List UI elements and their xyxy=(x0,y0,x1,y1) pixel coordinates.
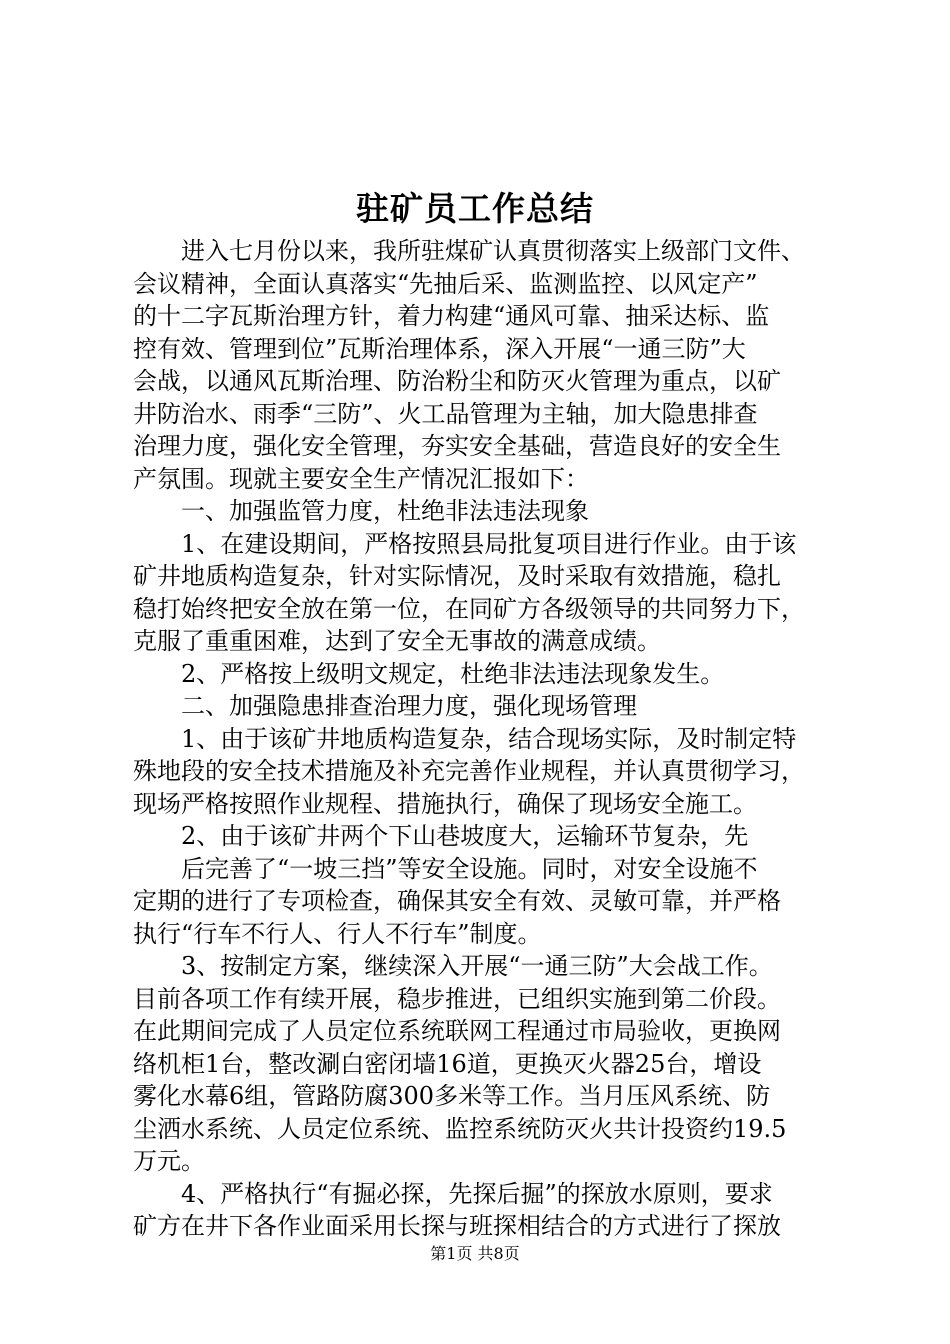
text-line: 殊地段的安全技术措施及补充完善作业规程，并认真贯彻学习， xyxy=(133,757,805,785)
text-line: 一、加强监管力度，杜绝非法违法现象 xyxy=(181,497,589,525)
text-line: 络机柜1台，整改涮白密闭墙16道，更换灭火器25台，增设 xyxy=(133,1049,762,1078)
text-line: 井防治水、雨季“三防”、火工品管理为主轴，加大隐患排查 xyxy=(133,399,758,428)
text-line: 在此期间完成了人员定位系统联网工程通过市局验收，更换网 xyxy=(133,1017,781,1045)
text-line: 目前各项工作有续开展，稳步推进，已组织实施到第二价段。 xyxy=(133,984,781,1013)
text-line: 二、加强隐患排查治理力度，强化现场管理 xyxy=(181,692,637,720)
text-line: 的十二字瓦斯治理方针，着力构建“通风可靠、抽采达标、监 xyxy=(133,302,770,330)
text-line: 2、严格按上级明文规定，杜绝非法违法现象发生。 xyxy=(181,659,725,688)
text-line: 治理力度，强化安全管理，夯实安全基础，营造良好的安全生 xyxy=(133,432,781,460)
text-line: 矿方在井下各作业面采用长探与班探相结合的方式进行了探放 xyxy=(133,1212,781,1240)
text-line: 会议精神，全面认真落实“先抽后采、监测监控、以风定产” xyxy=(133,269,758,298)
document-title: 驻矿员工作总结 xyxy=(356,189,594,228)
text-line: 万元。 xyxy=(133,1147,205,1175)
text-line: 现场严格按照作业规程、措施执行，确保了现场安全施工。 xyxy=(133,789,757,818)
text-line: 4、严格执行“有掘必探，先探后掘”的探放水原则，要求 xyxy=(181,1179,773,1208)
text-line: 稳打始终把安全放在第一位，在同矿方各级领导的共同努力下， xyxy=(133,594,805,623)
text-line: 后完善了“一坡三挡”等安全设施。同时，对安全设施不 xyxy=(181,854,758,883)
text-line: 尘洒水系统、人员定位系统、监控系统防灭火共计投资约19.5 xyxy=(133,1114,787,1143)
text-line: 1、在建设期间，严格按照县局批复项目进行作业。由于该 xyxy=(181,529,797,558)
text-line: 2、由于该矿井两个下山巷坡度大，运输环节复杂，先 xyxy=(181,822,749,850)
text-line: 雾化水幕6组，管路防腐300多米等工作。当月压风系统、防 xyxy=(133,1082,771,1110)
text-line: 产氛围。现就主要安全生产情况汇报如下： xyxy=(133,464,589,493)
text-line: 进入七月份以来，我所驻煤矿认真贯彻落实上级部门文件、 xyxy=(181,237,805,265)
text-line: 会战，以通风瓦斯治理、防治粉尘和防灭火管理为重点，以矿 xyxy=(133,367,781,395)
text-line: 克服了重重困难，达到了安全无事故的满意成绩。 xyxy=(133,627,661,655)
text-line: 3、按制定方案，继续深入开展“一通三防”大会战工作。 xyxy=(181,952,773,980)
text-line: 控有效、管理到位”瓦斯治理体系，深入开展“一通三防”大 xyxy=(133,334,746,363)
document-body xyxy=(133,235,833,1243)
text-line: 矿井地质构造复杂，针对实际情况，及时采取有效措施，稳扎 xyxy=(133,562,781,590)
text-line: 定期的进行了专项检查，确保其安全有效、灵敏可靠，并严格 xyxy=(133,887,781,915)
page-footer: 第1页 共8页 xyxy=(430,1244,520,1263)
text-line: 1、由于该矿井地质构造复杂，结合现场实际，及时制定特 xyxy=(181,724,797,753)
text-line: 执行“行车不行人、行人不行车”制度。 xyxy=(133,919,542,948)
